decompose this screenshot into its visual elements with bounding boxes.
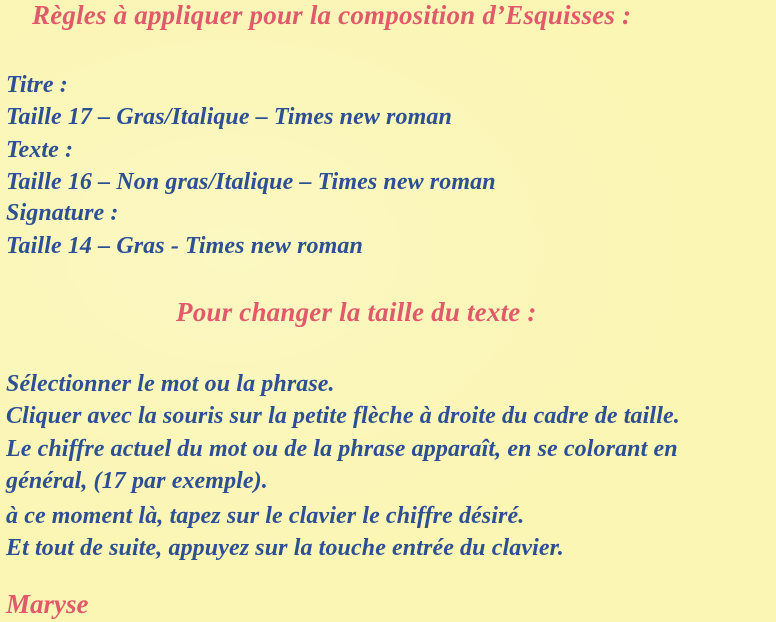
- instruction-line: à ce moment là, tapez sur le clavier le chiffre désiré.: [6, 503, 525, 529]
- section-2-title: Pour changer la taille du texte :: [176, 297, 537, 327]
- instruction-line: Cliquer avec la souris sur la petite flèche à droite du cadre de taille.: [6, 403, 680, 429]
- rule-texte-spec: Taille 16 – Non gras/Italique – Times new roman: [6, 169, 496, 195]
- rule-label-titre: Titre :: [6, 72, 68, 98]
- instruction-line: Et tout de suite, appuyez sur la touche entrée du clavier.: [6, 535, 564, 561]
- instruction-line: Le chiffre actuel du mot ou de la phrase apparaît, en se colorant en: [6, 436, 678, 462]
- rule-label-texte: Texte :: [6, 137, 74, 163]
- rule-signature-spec: Taille 14 – Gras - Times new roman: [6, 233, 363, 259]
- rule-label-signature: Signature :: [6, 200, 119, 226]
- rule-titre-spec: Taille 17 – Gras/Italique – Times new roman: [6, 104, 452, 130]
- instruction-line: général, (17 par exemple).: [6, 468, 268, 494]
- signature: Maryse: [6, 589, 89, 619]
- instruction-line: Sélectionner le mot ou la phrase.: [6, 371, 335, 397]
- section-1-title: Règles à appliquer pour la composition d’Esquisses :: [32, 0, 632, 30]
